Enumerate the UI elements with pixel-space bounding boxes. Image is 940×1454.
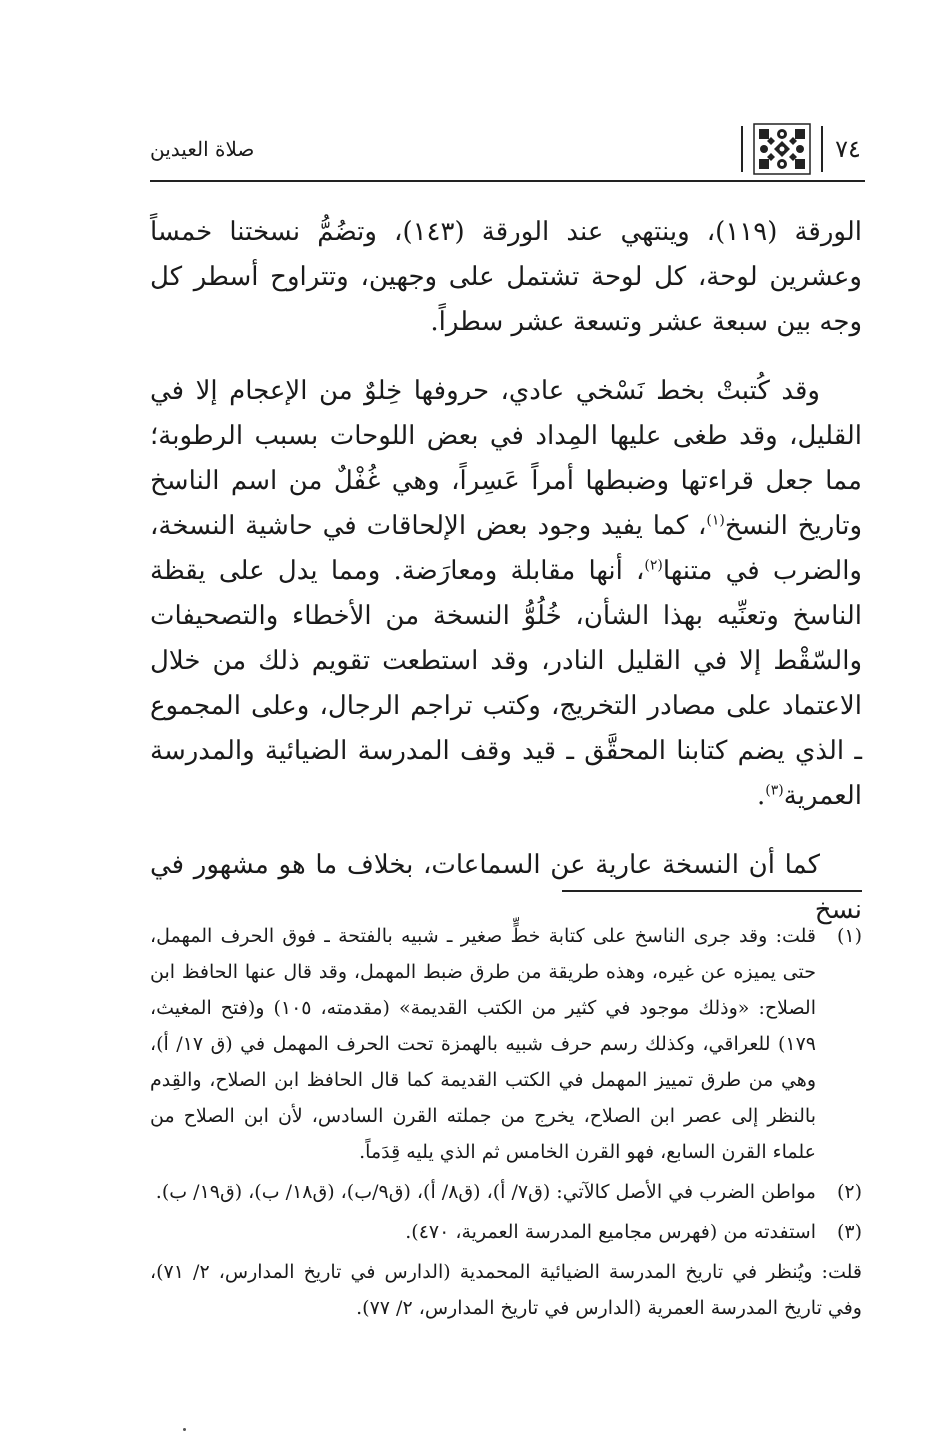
footnote [150,1214,862,1250]
footnote-ref: (١) [706,512,725,529]
arabesque-ornament-icon [753,123,811,175]
footnote-continuation: قلت: ويُنظر في تاريخ المدرسة الضيائية المحمدية (الدارس في تاريخ المدارس، ٢/ ٧١)، وفي تاريخ المدرسة العمرية (الدارس في تاريخ المدارس، ٢/ ٧٧). [150,1261,862,1319]
footnote-text: استفدته من (فهرس مجاميع المدرسة العمرية، ٤٧٠). [405,1221,816,1243]
footnote-ref: (٢) [644,557,663,574]
paragraph [150,369,862,819]
print-mark [183,1428,186,1431]
footnote-separator [562,890,862,892]
footnote-ref: (٣) [765,782,784,799]
footnote-number: (١) [836,925,862,947]
footnote-text: مواطن الضرب في الأصل كالآتي: (ق٧/ أ)، (ق٨/ أ)، (ق٩/ب)، (ق١٨/ ب)، (ق١٩/ ب). [155,1181,816,1203]
footnote-number: (٢) [836,1181,862,1203]
header-divider [741,126,743,172]
running-header [150,118,865,180]
paragraph: كما أن النسخة عارية عن السماعات، بخلاف ما هو مشهور في نسخ [150,850,862,925]
text-run: ، كما يفيد وجود بعض الإلحاقات في حاشية النسخة، والضرب في متنها [150,511,862,586]
text-run: وقد كُتبتْ بخط نَسْخي عادي، حروفها خِلوٌ من الإعجام إلا في القليل، وقد طغى عليها المِداد في بعض اللوحات بسبب الرطوبة؛ مما جعل قراءتها وضبطها أمراً عَسِراً، وهي غُفْلٌ من اسم الناسخ وتاريخ النسخ [150,376,862,541]
main-text [150,210,862,933]
running-title: صلاة العيدين [150,137,255,161]
footnote-text: قلت: وقد جرى الناسخ على كتابة خطٍّ صغير ـ شبيه بالفتحة ـ فوق الحرف المهمل، حتى يميزه عن غيره، وهذه طريقة من طرق ضبط المهمل، وقد قال عنها الحافظ ابن الصلاح: «وذلك موجود في كثير من الكتب القديمة» (مقدمته، ١٠٥) و(فتح المغيث، ١٧٩) للعراقي، وكذلك رسم حرف شبيه بالهمزة تحت الحرف المهمل في (ق ١٧/ أ)، وهي من طرق تمييز المهمل في الكتب القديمة كما قال الحافظ ابن الصلاح، والقِدم بالنظر إلى عصر ابن الصلاح، يخرج من جملته القرن السادس، لأن ابن الصلاح من علماء القرن السابع، فهو القرن الخامس ثم الذي يليه قِدَماً. [150,925,816,1163]
text-run: ، أنها مقابلة ومعارَضة. ومما يدل على يقظة الناسخ وتعنِّيه بهذا الشأن، خُلُوُّ النسخة من الأخطاء والتصحيفات والسّقْط إلا في القليل النادر، وقد استطعت تقويم ذلك من خلال الاعتماد على مصادر التخريج، وكتب تراجم الرجال، وعلى المجموع ـ الذي يضم كتابنا المحقَّق ـ قيد وقف المدرسة الضيائية والمدرسة العمرية [150,556,862,811]
header-rule [150,180,865,182]
paragraph: الورقة (١١٩)، وينتهي عند الورقة (١٤٣)، وتضُمُّ نسختنا خمساً وعشرين لوحة، كل لوحة تشتمل على وجهين، وتتراوح أسطر كل وجه بين سبعة عشر وتسعة عشر سطراً. [150,217,862,337]
page-number: ٧٤ [835,135,861,163]
header-divider [821,126,823,172]
footnotes [150,918,862,1326]
footnote [150,1174,862,1210]
footnote-number: (٣) [836,1221,862,1243]
footnote [150,918,862,1170]
text-run: . [757,781,766,811]
